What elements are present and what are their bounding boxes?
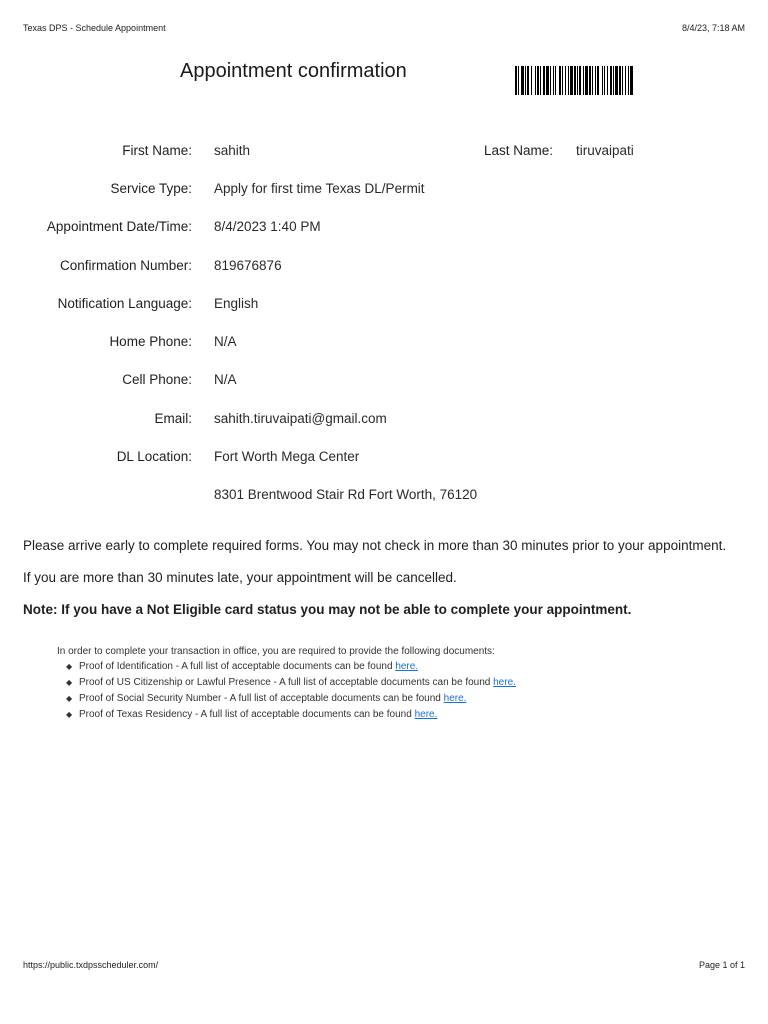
print-header-timestamp: 8/4/23, 7:18 AM bbox=[681, 23, 745, 33]
language-label: Notification Language: bbox=[57, 296, 192, 311]
bullet-icon: ◆ bbox=[66, 662, 73, 671]
email-label: Email: bbox=[154, 411, 192, 426]
ssn-here-link[interactable]: here. bbox=[443, 693, 467, 704]
first-name-label: First Name: bbox=[122, 143, 192, 158]
home-phone-value: N/A bbox=[214, 334, 237, 349]
documents-intro: In order to complete your transaction in office, you are required to provide the following documents: bbox=[57, 646, 495, 657]
home-phone-row bbox=[0, 334, 768, 354]
identification-here-link[interactable]: here. bbox=[395, 661, 419, 672]
home-phone-label: Home Phone: bbox=[109, 334, 192, 349]
required-documents bbox=[57, 646, 737, 723]
address-row bbox=[0, 487, 768, 507]
citizenship-here-link[interactable]: here. bbox=[493, 677, 516, 688]
eligibility-note: Note: If you have a Not Eligible card status you may not be able to complete your appointment. bbox=[23, 602, 632, 617]
cell-phone-row bbox=[0, 372, 768, 392]
documents-list bbox=[57, 659, 737, 723]
location-label: DL Location: bbox=[116, 449, 192, 464]
email-row bbox=[0, 411, 768, 431]
cell-phone-label: Cell Phone: bbox=[122, 372, 192, 387]
page-title: Appointment confirmation bbox=[180, 60, 407, 82]
bullet-icon: ◆ bbox=[66, 694, 73, 703]
appointment-value: 8/4/2023 1:40 PM bbox=[214, 219, 321, 234]
document-text: Proof of Social Security Number - A full list of acceptable documents can be found bbox=[79, 693, 444, 704]
address-value: 8301 Brentwood Stair Rd Fort Worth, 76120 bbox=[214, 487, 478, 502]
document-text: Proof of US Citizenship or Lawful Presence - A full list of acceptable documents can be found bbox=[79, 677, 494, 688]
late-notice: If you are more than 30 minutes late, your appointment will be cancelled. bbox=[23, 570, 457, 585]
appointment-row bbox=[0, 219, 768, 239]
confirmation-value: 819676876 bbox=[214, 258, 282, 273]
print-footer-page: Page 1 of 1 bbox=[698, 960, 745, 970]
list-item bbox=[66, 675, 737, 691]
language-value: English bbox=[214, 296, 259, 311]
service-type-label: Service Type: bbox=[110, 181, 192, 196]
first-name-row bbox=[0, 143, 768, 163]
language-row bbox=[0, 296, 768, 316]
appointment-label: Appointment Date/Time: bbox=[46, 219, 192, 234]
location-value: Fort Worth Mega Center bbox=[214, 449, 360, 464]
print-header bbox=[23, 23, 745, 33]
last-name-value: tiruvaipati bbox=[576, 143, 634, 158]
service-type-row bbox=[0, 181, 768, 201]
location-row bbox=[0, 449, 768, 469]
list-item bbox=[66, 707, 737, 723]
bullet-icon: ◆ bbox=[66, 710, 73, 719]
last-name-label: Last Name: bbox=[483, 143, 553, 158]
first-name-value: sahith bbox=[214, 143, 251, 158]
document-text: Proof of Identification - A full list of acceptable documents can be found bbox=[79, 661, 396, 672]
confirmation-label: Confirmation Number: bbox=[59, 258, 192, 273]
print-header-title: Texas DPS - Schedule Appointment bbox=[23, 23, 166, 33]
cell-phone-value: N/A bbox=[214, 372, 237, 387]
bullet-icon: ◆ bbox=[66, 678, 73, 687]
service-type-value: Apply for first time Texas DL/Permit bbox=[214, 181, 425, 196]
arrive-early-notice: Please arrive early to complete required forms. You may not check in more than 30 minutes prior to your appointment. bbox=[23, 538, 727, 553]
barcode-image bbox=[515, 66, 676, 95]
print-footer-url: https://public.txdpsscheduler.com/ bbox=[23, 960, 159, 970]
email-value: sahith.tiruvaipati@gmail.com bbox=[214, 411, 387, 426]
list-item bbox=[66, 691, 737, 707]
print-footer bbox=[23, 960, 745, 970]
list-item bbox=[66, 659, 737, 675]
confirmation-row bbox=[0, 258, 768, 278]
document-text: Proof of Texas Residency - A full list of acceptable documents can be found bbox=[79, 709, 415, 720]
residency-here-link[interactable]: here. bbox=[414, 709, 438, 720]
